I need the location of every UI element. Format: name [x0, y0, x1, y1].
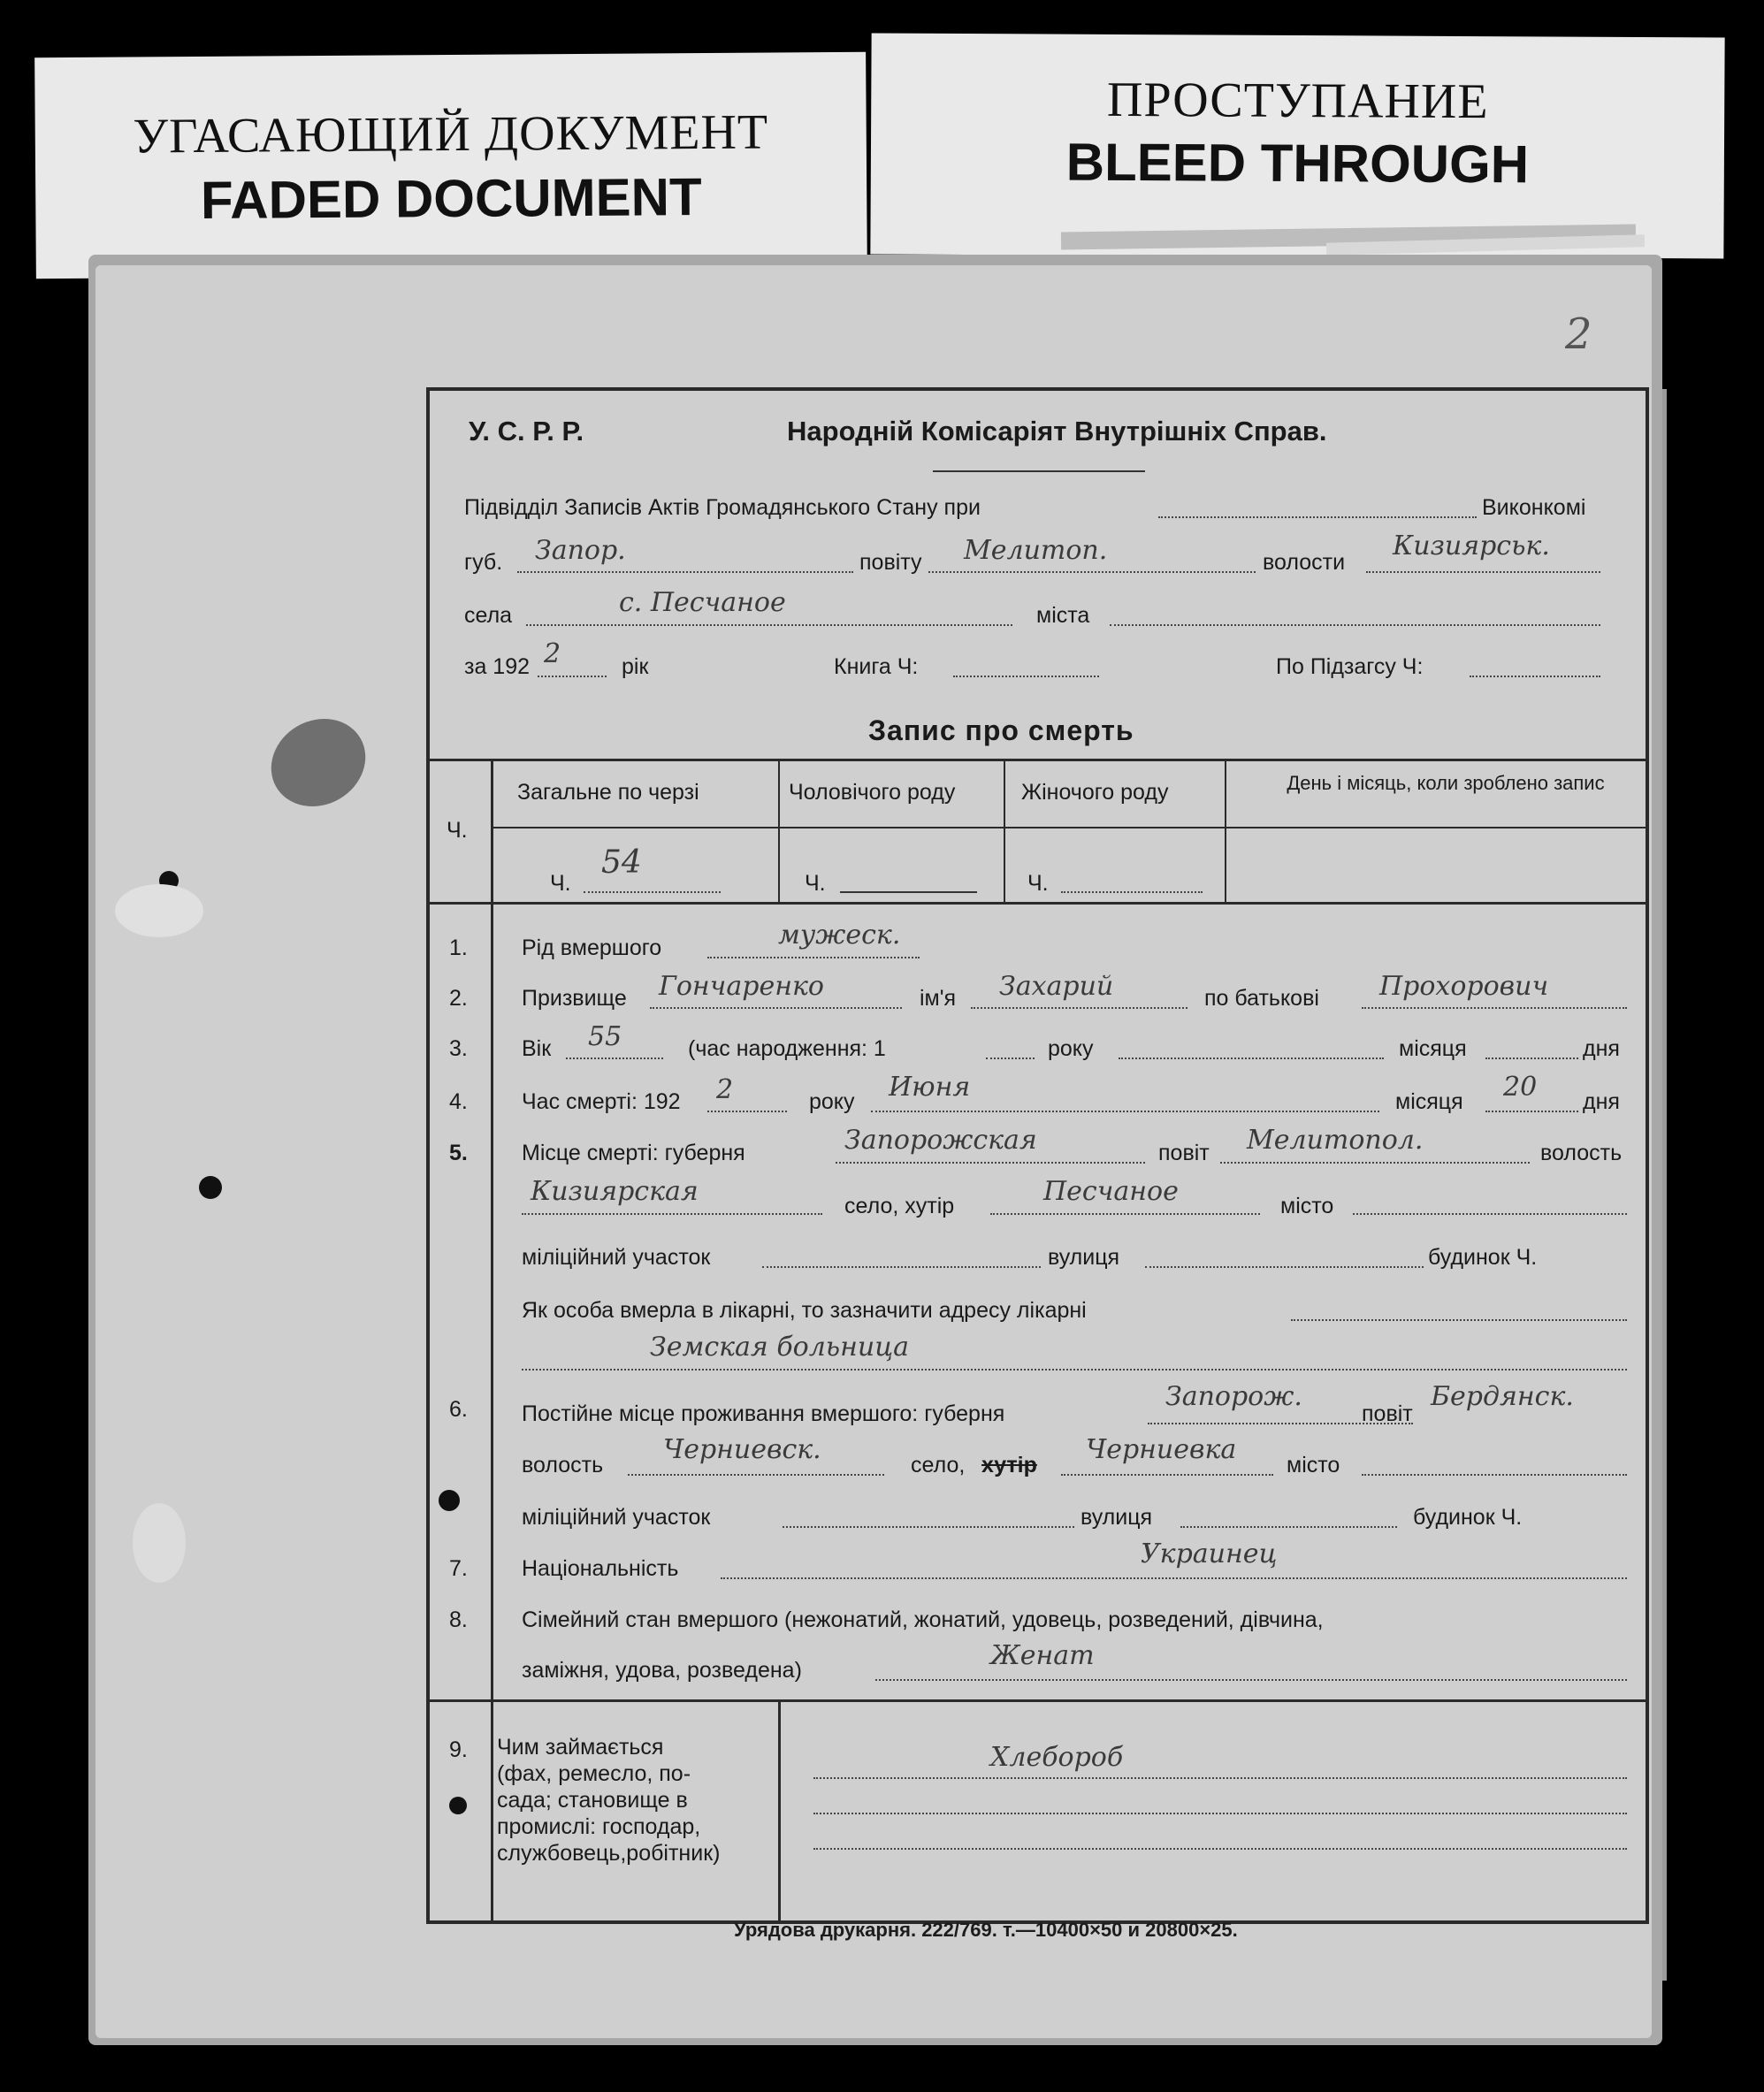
rid-label: Рід вмершого — [522, 935, 662, 960]
col-divider — [778, 759, 780, 902]
rid-line — [707, 957, 920, 958]
chas-nar-line — [986, 1057, 1035, 1059]
po-batkovi-line — [1362, 1007, 1627, 1009]
misto-label: місто — [1280, 1194, 1334, 1218]
faded-document-label — [34, 52, 867, 279]
dnya-label: дня — [1583, 1036, 1620, 1061]
militsiya-label: міліційний участок — [522, 1245, 711, 1270]
item-number: 4. — [449, 1089, 468, 1114]
imya-line — [971, 1007, 1187, 1009]
pryzvyshche-line — [650, 1007, 902, 1009]
chas-day-value: 20 — [1503, 1072, 1538, 1103]
mista-line — [1110, 624, 1600, 626]
section-9-rule — [426, 1699, 1649, 1702]
p-volost-line — [628, 1474, 884, 1476]
mistse-gub-value: Запорожская — [844, 1125, 1037, 1156]
povitu-line — [928, 571, 1256, 573]
col-divider — [1004, 759, 1005, 902]
knyga-label: Книга Ч: — [834, 654, 919, 679]
povitu-value: Мелитоп. — [964, 535, 1108, 566]
mistse-gub-line — [836, 1162, 1145, 1164]
chas-roku-label: року — [809, 1089, 855, 1114]
vik-line — [566, 1057, 663, 1059]
p-selo-label: село, — [911, 1453, 966, 1477]
gub-value: Запор. — [535, 535, 626, 566]
zanyattya-label-4: промислі: господар, — [497, 1814, 701, 1839]
item-number: 7. — [449, 1556, 468, 1581]
postiyne-label: Постійне місце проживання вмершого: губерня — [522, 1401, 1005, 1426]
p-vulytsya-line — [1180, 1526, 1397, 1528]
page-number: 2 — [1565, 309, 1592, 359]
p-misto-label: місто — [1287, 1453, 1340, 1477]
bleed-label-en: BLEED THROUGH — [1065, 132, 1530, 195]
likarnya-value: Земская больница — [650, 1332, 910, 1363]
pryzvyshche-label: Призвище — [522, 986, 627, 1011]
simeyny-line — [875, 1679, 1627, 1681]
likarnya-label: Як особа вмерла в лікарні, то зазначити адресу лікарні — [522, 1298, 1087, 1323]
vik-label: Вік — [522, 1036, 552, 1061]
selo-hutir-value: Песчаное — [1043, 1176, 1179, 1207]
natsionalnist-value: Украинец — [1141, 1538, 1278, 1569]
faded-label-ru: УГАСАЮЩИЙ ДОКУМЕНТ — [133, 104, 769, 164]
chas-smerti-year-line — [707, 1111, 787, 1112]
volosti-label: волости — [1263, 550, 1346, 575]
mistse-povit-line — [1220, 1162, 1530, 1164]
likarnya-line — [1291, 1319, 1627, 1321]
chas-day-line — [1485, 1111, 1578, 1112]
p-selo-value: Черниевка — [1086, 1434, 1237, 1465]
table-mid-rule — [491, 827, 1649, 828]
col-den-misyats: День і місяць, коли зроблено запис — [1287, 772, 1605, 794]
p-misto-line — [1362, 1474, 1627, 1476]
p-volost-label: волость — [522, 1453, 604, 1477]
col-divider — [1225, 759, 1226, 902]
simeyny-label: Сімейний стан вмершого (нежонатий, жонатий, удовець, розведений, дівчина, — [522, 1607, 1324, 1632]
chas-dnya-label: дня — [1583, 1089, 1620, 1114]
postiyne-gub-value: Запорож. — [1165, 1381, 1302, 1412]
hole — [199, 1176, 222, 1199]
p-budynok-label: будинок Ч. — [1413, 1505, 1523, 1530]
imya-label: ім'я — [920, 986, 957, 1011]
gub-label: губ. — [464, 550, 503, 575]
po-batkovi-value: Прохорович — [1379, 971, 1549, 1002]
col1-value: 54 — [601, 844, 642, 881]
item-number: 2. — [449, 986, 468, 1011]
col-zhinochogo: Жіночого роду — [1021, 780, 1169, 805]
zanyattya-label-2: (фах, ремесло, по- — [497, 1761, 691, 1786]
misyatsya-line — [1485, 1057, 1578, 1059]
form-title: Запис про смерть — [868, 714, 1134, 746]
militsiya-line — [762, 1266, 1041, 1268]
header-underline — [933, 470, 1145, 472]
item-number: 3. — [449, 1036, 468, 1061]
volost-line — [522, 1213, 822, 1215]
simeyny-value: Женат — [990, 1640, 1095, 1671]
zanyattya-line-3 — [813, 1848, 1627, 1850]
zanyattya-label-3: сада; становище в — [497, 1788, 688, 1813]
col-divider — [491, 759, 493, 902]
volosti-line — [1366, 571, 1600, 573]
rid-value: мужеск. — [778, 920, 901, 951]
chas-smerti-label: Час смерті: 192 — [522, 1089, 681, 1114]
item-number: 8. — [449, 1607, 468, 1632]
chas-narodzhennya-label: (час народження: 1 — [688, 1036, 886, 1061]
chas-smerti-year: 2 — [716, 1074, 734, 1105]
volost-value: Кизиярская — [531, 1176, 699, 1207]
p-vulytsya-label: вулиця — [1081, 1505, 1153, 1530]
commissariat-header: Народній Комісаріят Внутрішніх Справ. — [787, 416, 1327, 447]
za-year-label: за 192 — [464, 654, 531, 679]
zanyattya-label-1: Чим займається — [497, 1735, 664, 1760]
pidviddil-line — [1158, 516, 1477, 518]
mistse-smerti-label: Місце смерті: губерня — [522, 1141, 745, 1165]
sela-line — [526, 624, 1012, 626]
roku-label: року — [1048, 1036, 1094, 1061]
chas-month-line — [871, 1111, 1379, 1112]
sela-label: села — [464, 603, 513, 628]
sela-value: с. Песчаное — [619, 587, 786, 618]
col2-ch: Ч. — [805, 871, 826, 896]
selo-hutir-label: село, хутір — [844, 1194, 955, 1218]
col1-line — [584, 891, 721, 893]
p-hutir-label: хутір — [981, 1453, 1037, 1477]
zanyattya-value: Хлебороб — [990, 1742, 1124, 1773]
printer-footer: Урядова друкарня. 222/769. т.—10400×50 и 20800×25. — [734, 1919, 1238, 1941]
natsionalnist-label: Національність — [522, 1556, 679, 1581]
p-militsiya-label: міліційний участок — [522, 1505, 711, 1530]
p-militsiya-line — [783, 1526, 1074, 1528]
rik-label: рік — [622, 654, 649, 679]
likarnya-line-2 — [522, 1369, 1627, 1370]
knyga-line — [953, 676, 1099, 677]
roku-line — [1119, 1057, 1384, 1059]
zanyattya-label-5: службовець,робітник) — [497, 1841, 721, 1866]
postiyne-povit-value: Бердянск. — [1431, 1381, 1574, 1412]
faded-label-en: FADED DOCUMENT — [200, 167, 702, 230]
gub-line — [517, 571, 853, 573]
table-ch-label: Ч. — [447, 818, 468, 843]
year-value: 2 — [544, 638, 561, 669]
p-volost-value: Черниевск. — [663, 1434, 821, 1465]
postiyne-povit-label: повіт — [1362, 1401, 1413, 1426]
natsionalnist-line — [721, 1577, 1627, 1579]
misto-line — [1353, 1213, 1627, 1215]
chas-month-value: Июня — [889, 1072, 971, 1103]
item-number: 5. — [449, 1141, 468, 1165]
po-batkovi-label: по батькові — [1204, 986, 1319, 1011]
chas-misyatsya-label: місяця — [1395, 1089, 1463, 1114]
budynok-label: будинок Ч. — [1428, 1245, 1538, 1270]
povitu-label: повіту — [859, 550, 922, 575]
pidviddil-label: Підвідділ Записів Актів Громадянського Стану при — [464, 495, 981, 520]
pidzagsu-label: По Підзагсу Ч: — [1276, 654, 1424, 679]
col-zagalne: Загальне по черзі — [517, 780, 699, 805]
ussr-header: У. С. Р. Р. — [469, 416, 584, 447]
col1-ch: Ч. — [550, 871, 571, 896]
pidzagsu-line — [1470, 676, 1600, 677]
item-number: 9. — [449, 1737, 468, 1762]
pryzvyshche-value: Гончаренко — [659, 971, 824, 1002]
mistse-povit-value: Мелитопол. — [1247, 1125, 1424, 1156]
selo-hutir-line — [990, 1213, 1260, 1215]
zanyattya-line-1 — [813, 1777, 1627, 1779]
p-selo-line — [1061, 1474, 1273, 1476]
paper-tear — [133, 1503, 186, 1583]
mista-label: міста — [1036, 603, 1090, 628]
item-number: 6. — [449, 1397, 468, 1422]
year-line — [538, 676, 607, 677]
table-top-rule — [426, 759, 1649, 761]
bleed-label-ru: ПРОСТУПАНИЕ — [1106, 72, 1489, 130]
item-number: 1. — [449, 935, 468, 960]
vulytsya-label: вулиця — [1048, 1245, 1120, 1270]
mistse-volost-label: волость — [1540, 1141, 1623, 1165]
mistse-povit-label: повіт — [1158, 1141, 1210, 1165]
col2-line — [840, 891, 977, 893]
simeyny-label-2: заміжня, удова, розведена) — [522, 1658, 802, 1683]
vykonkom-label: Виконкомі — [1482, 495, 1586, 520]
section-9-divider — [778, 1699, 781, 1924]
vik-value: 55 — [588, 1021, 622, 1052]
zanyattya-line-2 — [813, 1813, 1627, 1814]
table-bottom-rule — [426, 902, 1649, 905]
number-column-divider — [491, 902, 493, 1924]
volosti-value: Кизиярськ. — [1393, 531, 1550, 561]
col3-line — [1061, 891, 1203, 893]
paper-tear — [115, 884, 203, 937]
vulytsya-line — [1145, 1266, 1424, 1268]
col3-ch: Ч. — [1027, 871, 1049, 896]
misyatsya-label: місяця — [1399, 1036, 1467, 1061]
imya-value: Захарий — [999, 971, 1114, 1002]
col-cholovichogo: Чоловічого роду — [789, 780, 956, 805]
